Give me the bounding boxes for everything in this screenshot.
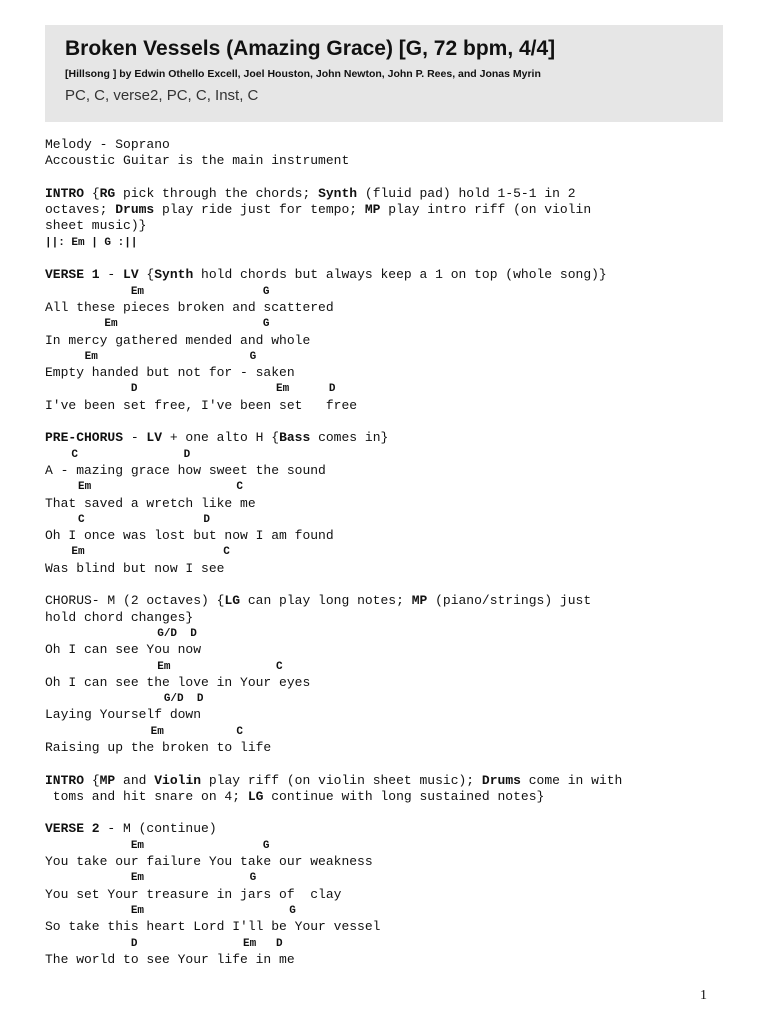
intro2-text: play riff (on violin sheet music); (201, 772, 482, 788)
chord-line: Em C (45, 725, 244, 738)
chorus-heading (45, 593, 735, 609)
verse2-heading (45, 821, 735, 837)
song-credits: [Hillsong ] by Edwin Othello Excell, Joel Houston, John Newton, John P. Rees, and Jonas Myrin (65, 68, 541, 80)
drums-label: Drums (115, 202, 155, 218)
lyric-line: Oh I can see You now (45, 642, 202, 658)
song-title: Broken Vessels (Amazing Grace) [G, 72 bpm, 4/4] (65, 37, 556, 60)
chord-line: Em G (45, 318, 270, 331)
prechorus-heading-text: - (123, 430, 147, 446)
lyric-line: In mercy gathered mended and whole (45, 332, 311, 348)
intro2-text: continue with long sustained notes} (263, 788, 545, 804)
chord-line: G/D D (45, 693, 204, 706)
verse1-heading-text: - (99, 267, 124, 283)
spacer (45, 805, 735, 821)
prechorus-heading (45, 430, 735, 446)
page-number: 1 (700, 988, 707, 1003)
chord-line: D Em D (45, 937, 283, 950)
intro2-line-2 (45, 789, 735, 805)
chord-line: Em G (45, 904, 296, 917)
verse2-heading-text: - M (continue) (99, 821, 217, 837)
synth-label: Synth (154, 267, 194, 283)
verse2-label: VERSE 2 (45, 821, 100, 837)
lyric-line: All these pieces broken and scattered (45, 299, 334, 315)
lyric-line: So take this heart Lord I'll be Your vessel (45, 919, 381, 935)
song-sequence: PC, C, verse2, PC, C, Inst, C (65, 87, 259, 104)
intro-text: (fluid pad) hold 1-5-1 in 2 (357, 185, 576, 201)
lg-label: LG (247, 788, 264, 804)
mp-label: MP (411, 593, 428, 609)
lyric-line: Empty handed but not for - saken (45, 365, 295, 381)
intro-text: play intro riff (on violin (380, 202, 592, 218)
intro2-text: come in with (520, 772, 623, 788)
spacer (45, 756, 735, 772)
verse1-heading (45, 267, 735, 283)
mp-label: MP (364, 202, 381, 218)
chord-line: Em G (45, 872, 257, 885)
lyric-line: You set Your treasure in jars of clay (45, 886, 342, 902)
prechorus-heading-text: + one alto H { (162, 430, 280, 446)
intro2-line-1 (45, 773, 735, 789)
melody-note: Melody - Soprano (45, 137, 170, 152)
lyric-line: The world to see Your life in me (45, 951, 295, 967)
chord-line: Em C (45, 660, 283, 673)
intro-text: play ride just for tempo; (154, 202, 365, 218)
violin-label: Violin (154, 772, 202, 788)
lv-label: LV (123, 267, 139, 283)
intro-line-3: sheet music)} (45, 218, 147, 234)
intro2-text: { (84, 772, 100, 788)
intro-line-1 (45, 186, 735, 202)
chorus-heading-text: can play long notes; (240, 593, 412, 609)
lg-label: LG (224, 593, 241, 609)
lyric-line: Oh I once was lost but now I am found (45, 528, 334, 544)
chord-line: C D (45, 448, 191, 461)
lyric-line: Oh I can see the love in Your eyes (45, 674, 311, 690)
intro-line-2 (45, 202, 735, 218)
chord-line: Em C (45, 546, 230, 559)
chord-line: Em G (45, 285, 270, 298)
intro-text: pick through the chords; (115, 185, 319, 201)
chord-line: G/D D (45, 627, 197, 640)
rg-label: RG (99, 185, 116, 201)
chord-line: Em C (45, 481, 244, 494)
verse1-label: VERSE 1 (45, 267, 100, 283)
lyric-line: A - mazing grace how sweet the sound (45, 462, 326, 478)
lyric-line: That saved a wretch like me (45, 495, 256, 511)
intro-label: INTRO (45, 185, 85, 201)
chord-line: D Em D (45, 383, 336, 396)
instrument-note: Accoustic Guitar is the main instrument (45, 153, 350, 169)
lyric-line: Raising up the broken to life (45, 739, 272, 755)
mp-label: MP (99, 772, 116, 788)
intro-text: octaves; (45, 202, 116, 218)
lyric-line: I've been set free, I've been set free (45, 397, 358, 413)
spacer (45, 170, 735, 186)
bass-label: Bass (279, 430, 311, 446)
prechorus-label: PRE-CHORUS (45, 430, 124, 446)
intro-repeat: ||: Em | G :|| (45, 236, 138, 249)
chord-line: Em G (45, 350, 257, 363)
chord-line: C D (45, 513, 211, 526)
lyric-line: Laying Yourself down (45, 707, 202, 723)
intro2-text: and (115, 772, 155, 788)
drums-label: Drums (481, 772, 521, 788)
chorus-label: CHORUS- M (2 octaves) { (45, 593, 225, 609)
song-header (45, 25, 723, 122)
intro2-text: toms and hit snare on 4; (45, 788, 248, 804)
spacer (45, 251, 735, 267)
synth-label: Synth (318, 185, 358, 201)
spacer (45, 414, 735, 430)
chorus-heading-text: (piano/strings) just (427, 593, 592, 609)
lyric-line: You take our failure You take our weakness (45, 854, 373, 870)
chord-sheet-body (45, 137, 735, 968)
chorus-heading-line-2: hold chord changes} (45, 609, 194, 625)
intro2-label: INTRO (45, 772, 85, 788)
prechorus-heading-text: comes in} (310, 430, 389, 446)
verse1-heading-text: { (138, 267, 155, 283)
spacer (45, 577, 735, 593)
chord-line: Em G (45, 839, 270, 852)
lyric-line: Was blind but now I see (45, 560, 225, 576)
lv-label: LV (146, 430, 163, 446)
intro-text: { (84, 185, 100, 201)
verse1-heading-text: hold chords but always keep a 1 on top (whole song)} (193, 267, 607, 283)
